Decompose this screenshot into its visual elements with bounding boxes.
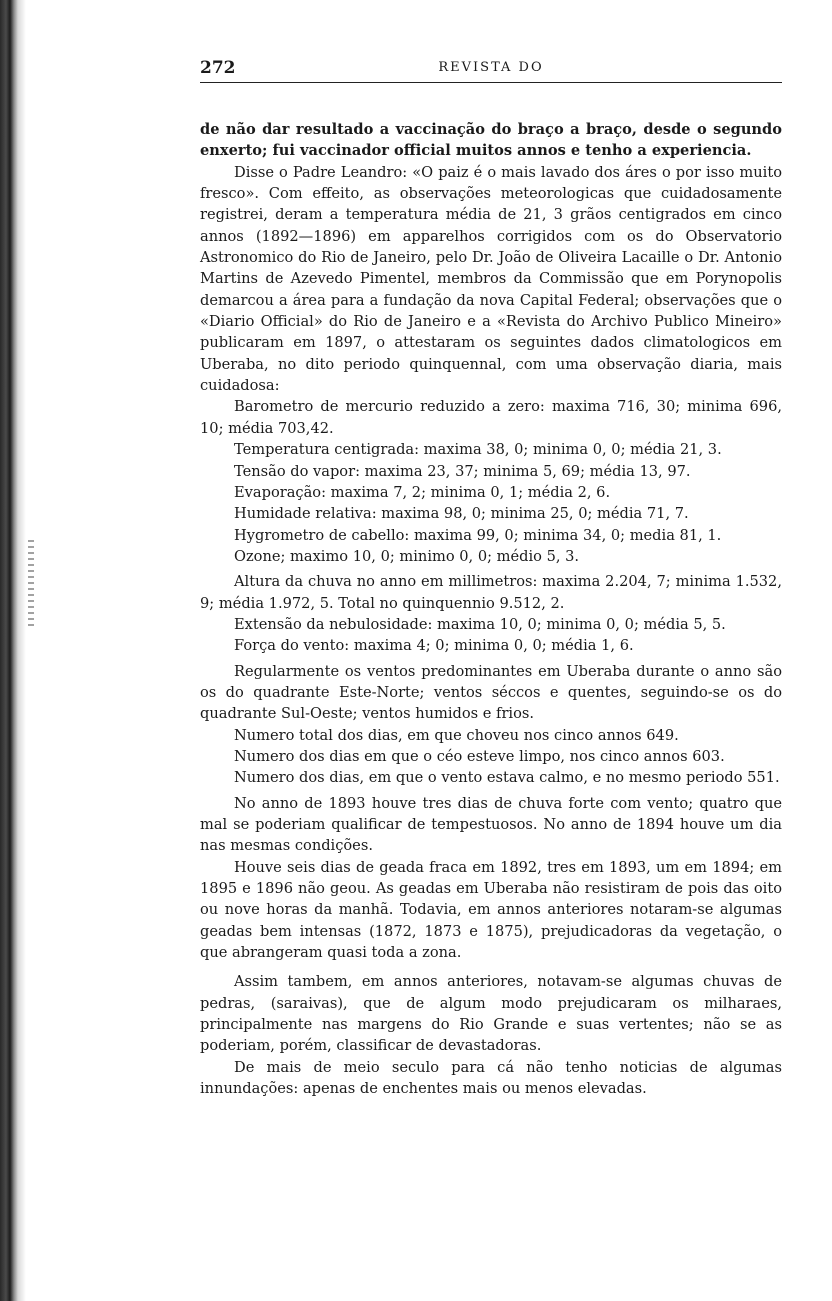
running-head: REVISTA DO [438,60,544,75]
paragraph: Disse o Padre Leandro: «O paiz é o mais lavado dos áres o por isso muito fresco». Com effeito, as observações meteorologicas que cuidadosamente registrei, deram a temperatura média de 21, 3 grãos centigrados em cinco annos (1892—1896) em apparelhos corrigidos com os do Observatorio Astronomico do Rio de Janeiro, pelo Dr. João de Oliveira Lacaille o Dr. Antonio Martins de Azevedo Pimentel, membros da Commissão que em Porynopolis demarcou a área para a fundação da nova Capital Federal; observações que o «Diario Official» do Rio de Janeiro e a «Revista do Archivo Publico Mineiro» publicaram em 1897, o attestaram os seguintes dados climatologicos em Uberaba, no dito periodo quinquennal, com uma observação diaria, mais cuidadosa: [200,163,782,395]
climate-data-line: Tensão do vapor: maxima 23, 37; minima 5, 69; média 13, 97. [234,462,691,480]
climate-data-line: Numero dos dias, em que o vento estava calmo, e no mesmo periodo 551. [234,769,780,787]
paragraph: Houve seis dias de geada fraca em 1892, tres em 1893, um em 1894; em 1895 e 1896 não geou. As geadas em Uberaba não resistiram de pois das oito ou nove horas da manhã. Todavia, em annos anteriores notaram-se algumas geadas bem intensas (1872, 1873 e 1875), prejudicadoras da vegetação, o que abrangeram quasi toda a zona. [200,858,782,962]
paragraph: De mais de meio seculo para cá não tenho noticias de algumas innundações: apenas de enchentes mais ou menos elevadas. [200,1058,782,1098]
book-spine-edge [0,0,26,1301]
page-number: 272 [200,58,236,78]
climate-data-line: Numero total dos dias, em que choveu nos cinco annos 649. [234,726,679,744]
page-header [200,58,782,83]
paragraph: Assim tambem, em annos anteriores, notavam-se algumas chuvas de pedras, (saraivas), que de algum modo prejudicaram os milharaes, principalmente nas margens do Rio Grande e suas vertentes; não se as poderiam, porém, classificar de devastadoras. [200,973,782,1055]
climate-data-line: Numero dos dias em que o céo esteve limpo, nos cinco annos 603. [234,747,725,765]
climate-data-line: Evaporação: maxima 7, 2; minima 0, 1; média 2, 6. [234,483,611,501]
climate-data-line: Humidade relativa: maxima 98, 0; minima 25, 0; média 71, 7. [234,505,689,523]
paragraph: de não dar resultado a vaccinação do braço a braço, desde o segundo enxerto; fui vaccinador official muitos annos e tenho a experiencia. [200,121,782,160]
paragraph: Regularmente os ventos predominantes em Uberaba durante o anno são os do quadrante Este-Norte; ventos séccos e quentes, seguindo-se os do quadrante Sul-Oeste; ventos humidos e frios. [200,662,782,723]
climate-data-line: Hygrometro de cabello: maxima 99, 0; minima 34, 0; media 81, 1. [234,526,722,544]
climate-data-line: Ozone; maximo 10, 0; minimo 0, 0; médio 5, 3. [234,547,580,565]
body-text [200,119,782,1099]
document-page [200,58,782,1099]
paragraph: No anno de 1893 houve tres dias de chuva forte com vento; quatro que mal se poderiam qualificar de tempestuosos. No anno de 1894 houve um dia nas mesmas condições. [200,794,782,855]
climate-data-line: Temperatura centigrada: maxima 38, 0; minima 0, 0; média 21, 3. [234,441,722,459]
climate-data-line: Barometro de mercurio reduzido a zero: maxima 716, 30; minima 696, 10; média 703,42. [200,398,782,437]
page-edge-marks [28,540,34,630]
climate-data-line: Extensão da nebulosidade: maxima 10, 0; minima 0, 0; média 5, 5. [234,615,726,633]
climate-data-line: Força do vento: maxima 4; 0; minima 0, 0; média 1, 6. [234,637,634,655]
climate-data-line: Altura da chuva no anno em millimetros: maxima 2.204, 7; minima 1.532, 9; média 1.972, 5. Total no quinquennio 9.512, 2. [200,573,782,612]
